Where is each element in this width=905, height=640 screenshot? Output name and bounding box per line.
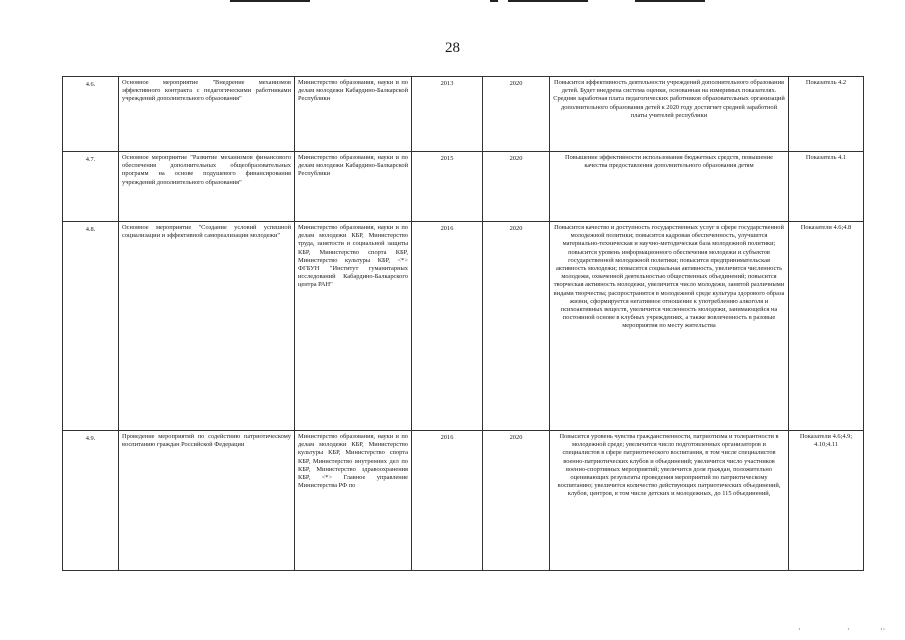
row-number: 4.7. [63, 152, 119, 222]
event-name: Основное мероприятие "Создание условий успешной социализации и эффективной самореализации молодежи" [119, 222, 295, 431]
end-year: 2020 [483, 152, 550, 222]
end-year: 2020 [483, 222, 550, 431]
scan-mark: · [847, 625, 850, 634]
start-year: 2016 [412, 431, 483, 571]
executor: Министерство образования, науки и по делам молодежи Кабардино-Балкарской Республики [295, 152, 412, 222]
start-year: 2016 [412, 222, 483, 431]
indicator: Показатель 4.1 [789, 152, 864, 222]
expected-result: Повысится уровень чувства гражданственности, патриотизма и толерантности в молодежной среде; увеличится число подготовленных организаторов и специалистов в сфере патриотического воспитания, в том числе специалистов военно-патриотических клубов и объединений; увеличится число участников военно-спортивных мероприятий; увеличится доля граждан, положительно оценивающих результаты проведения мероприятий по патриотическому воспитанию; увеличится количество действующих патриотических объединений, клубов, центров, в том числе детских и молодежных, до 115 объединений, [550, 431, 789, 571]
expected-result: Повысится качество и доступность государственных услуг в сфере государственной молодежной политики; повысится кадровая обеспеченность, улучшится материально-техническая и научно-методическая база молодежной политики; повысится уровень информационного обеспечения молодежи и субъектов государственной молодежной политики; повысится предпринимательская активность молодежи; повысится социальная активность, увеличится численность молодежи, охваченной деятельностью общественных объединений; повысится творческая активность молодежи, увеличится число молодежи, занятой различными видами творчества; распространится в молодежной среде культура здорового образа жизни, сформируется негативное отношение к употреблению алкоголя и психоактивных веществ, увеличится численность молодежи, занимающейся на постоянной основе в клубных учреждениях, а также вовлеченность в разовые мероприятия по месту жительства [550, 222, 789, 431]
row-number: 4.8. [63, 222, 119, 431]
event-name: Проведение мероприятий по содействию патриотическому воспитанию граждан Российской Федерации [119, 431, 295, 571]
indicator: Показатели 4.6;4.9; 4.10;4.11 [789, 431, 864, 571]
executor: Министерство образования, науки и по делам молодежи КБР, Министерство труда, занятости и социальной защиты КБР, Министерство спорта КБР, Министерство культуры КБР, <*> ФГБУН "Институт гуманитарных исследований Кабардино-Балкарского центра РАН" [295, 222, 412, 431]
executor: Министерство образования, науки и по делам молодежи КБР, Министерство культуры КБР, Министерство спорта КБР, Министерство внутренних дел по КБР, Министерство здравоохранения КБР, <*> Главное управление Министерства РФ по [295, 431, 412, 571]
top-rule-mid [490, 0, 498, 2]
indicator: Показатели 4.6;4.8 [789, 222, 864, 431]
page-number: 28 [445, 40, 460, 56]
top-rule-right [508, 0, 588, 2]
end-year: 2020 [483, 77, 550, 152]
event-name: Основное мероприятие "Развитие механизмов финансового обеспечения дополнительных общеобразовательных программ на основе подушевого финансирования учреждений дополнительного образования" [119, 152, 295, 222]
program-table [62, 76, 864, 571]
expected-result: Повышение эффективности использования бюджетных средств, повышение качества предоставления дополнительного образования детям [550, 152, 789, 222]
table-row [63, 222, 864, 431]
row-number: 4.6. [63, 77, 119, 152]
table-row [63, 152, 864, 222]
indicator: Показатель 4.2 [789, 77, 864, 152]
top-rule-left [230, 0, 310, 2]
table-row [63, 431, 864, 571]
start-year: 2015 [412, 152, 483, 222]
end-year: 2020 [483, 431, 550, 571]
scan-mark: ·· [880, 625, 886, 634]
row-number: 4.9. [63, 431, 119, 571]
expected-result: Повысится эффективность деятельности учреждений дополнительного образования детей. Будет внедрена система оценки, основанная на измеримых показателях. Средняя заработная плата педагогических работников образовательных организаций дополнительного образования детей к 2020 году достигнет средней заработной платы учителей республики [550, 77, 789, 152]
event-name: Основное мероприятие "Внедрение механизмов эффективного контракта с педагогическими работниками учреждений дополнительного образования" [119, 77, 295, 152]
executor: Министерство образования, науки и по делам молодежи Кабардино-Балкарской Республики [295, 77, 412, 152]
start-year: 2013 [412, 77, 483, 152]
top-rule-far-right [635, 0, 705, 2]
scan-mark: · [798, 625, 801, 634]
table-row [63, 77, 864, 152]
